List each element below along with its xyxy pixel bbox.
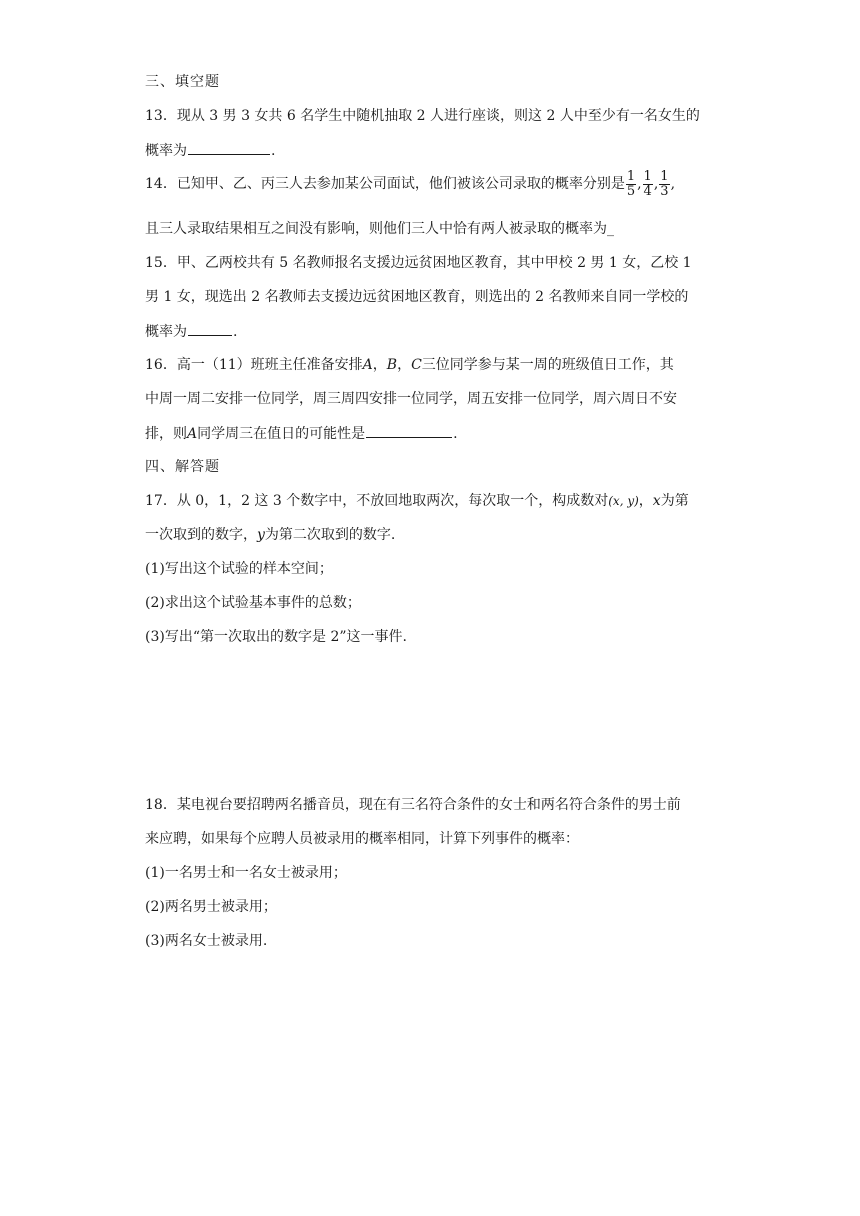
q17-var-x: x [652, 493, 661, 509]
q13-answer-blank [188, 140, 270, 155]
q14-fraction-2: $\frac{1}{4}$ [643, 168, 652, 199]
q17-tuple: (x, y) [608, 494, 639, 508]
q16-text: 三位同学参与某一周的班级值日工作，其 [421, 357, 674, 373]
q18-part-3: (3)两名女士被录用. [145, 933, 268, 949]
q14-comma: , [653, 176, 659, 192]
q16-text: 同学周三在值日的可能性是 [197, 426, 366, 442]
q16-sep: ， [397, 357, 412, 373]
q17-text: 17．从 0，1，2 这 3 个数字中，不放回地取两次，每次取一个，构成数对 [145, 493, 609, 509]
q17-sep: ， [638, 493, 653, 509]
section-heading-fill-in: 三、填空题 [145, 74, 220, 90]
q15-line-3 [145, 321, 237, 341]
q13-line-1: 13．现从 3 男 3 女共 6 名学生中随机抽取 2 人进行座谈，则这 2 人中至少有一名女生的 [145, 108, 700, 124]
q14-text: 14．已知甲、乙、丙三人去参加某公司面试，他们被该公司录取的概率分别是 [145, 176, 625, 192]
q17-line-2 [145, 525, 395, 545]
q17-text: 为第 [660, 493, 689, 509]
q17-part-3: (3)写出“第一次取出的数字是 2”这一事件. [145, 629, 407, 645]
q16-line-2: 中周一周二安排一位同学，周三周四安排一位同学，周五安排一位同学，周六周日不安 [145, 391, 677, 407]
q17-part-2: (2)求出这个试验基本事件的总数； [145, 595, 361, 611]
q16-text: 排，则 [145, 426, 187, 442]
q16-sep: ， [372, 357, 387, 373]
q18-part-1: (1)一名男士和一名女士被录用； [145, 865, 347, 881]
q18-line-1: 18．某电视台要招聘两名播音员，现在有三名符合条件的女士和两名符合条件的男士前 [145, 797, 681, 813]
q15-answer-blank [188, 321, 232, 336]
q13-text: 概率为 [145, 143, 187, 159]
q14-line-2: 且三人录取结果相互之间没有影响，则他们三人中恰有两人被录取的概率为_ [145, 221, 614, 237]
q18-line-2: 来应聘，如果每个应聘人员被录用的概率相同，计算下列事件的概率： [145, 831, 579, 847]
q13-line-2 [145, 140, 275, 160]
q16-period: . [453, 426, 458, 442]
q15-line-1: 15．甲、乙两校共有 5 名教师报名支援边远贫困地区教育，其中甲校 2 男 1 女，乙校 1 [145, 255, 692, 271]
q16-line-1 [145, 355, 674, 375]
q16-var-a: A [187, 426, 198, 442]
q17-part-1: (1)写出这个试验的样本空间； [145, 561, 333, 577]
q14-line-1 [145, 166, 675, 202]
q16-var-b: B [386, 357, 398, 373]
q16-var-c: C [411, 357, 422, 373]
q14-fraction-3: $\frac{1}{3}$ [660, 168, 669, 199]
q16-line-3 [145, 423, 458, 443]
q18-part-2: (2)两名男士被录用； [145, 899, 277, 915]
q13-period: . [271, 143, 276, 159]
q14-fraction-1: $\frac{1}{5}$ [626, 168, 636, 199]
q16-var-a: A [362, 357, 373, 373]
section-heading-answer: 四、解答题 [145, 459, 220, 475]
q15-period: . [233, 324, 238, 340]
q16-text: 16．高一（11）班班主任准备安排 [145, 357, 363, 373]
q14-comma: , [637, 176, 642, 192]
q15-text: 概率为 [145, 324, 187, 340]
q15-line-2: 男 1 女，现选出 2 名教师去支援边远贫困地区教育，则选出的 2 名教师来自同一学校的 [145, 289, 689, 305]
q17-text: 一次取到的数字， [145, 527, 257, 543]
q17-text: 为第二次取到的数字. [264, 527, 396, 543]
q16-answer-blank [366, 423, 452, 438]
q17-line-1 [145, 491, 689, 511]
q17-var-y: y [257, 527, 265, 543]
q14-comma: , [670, 176, 676, 192]
